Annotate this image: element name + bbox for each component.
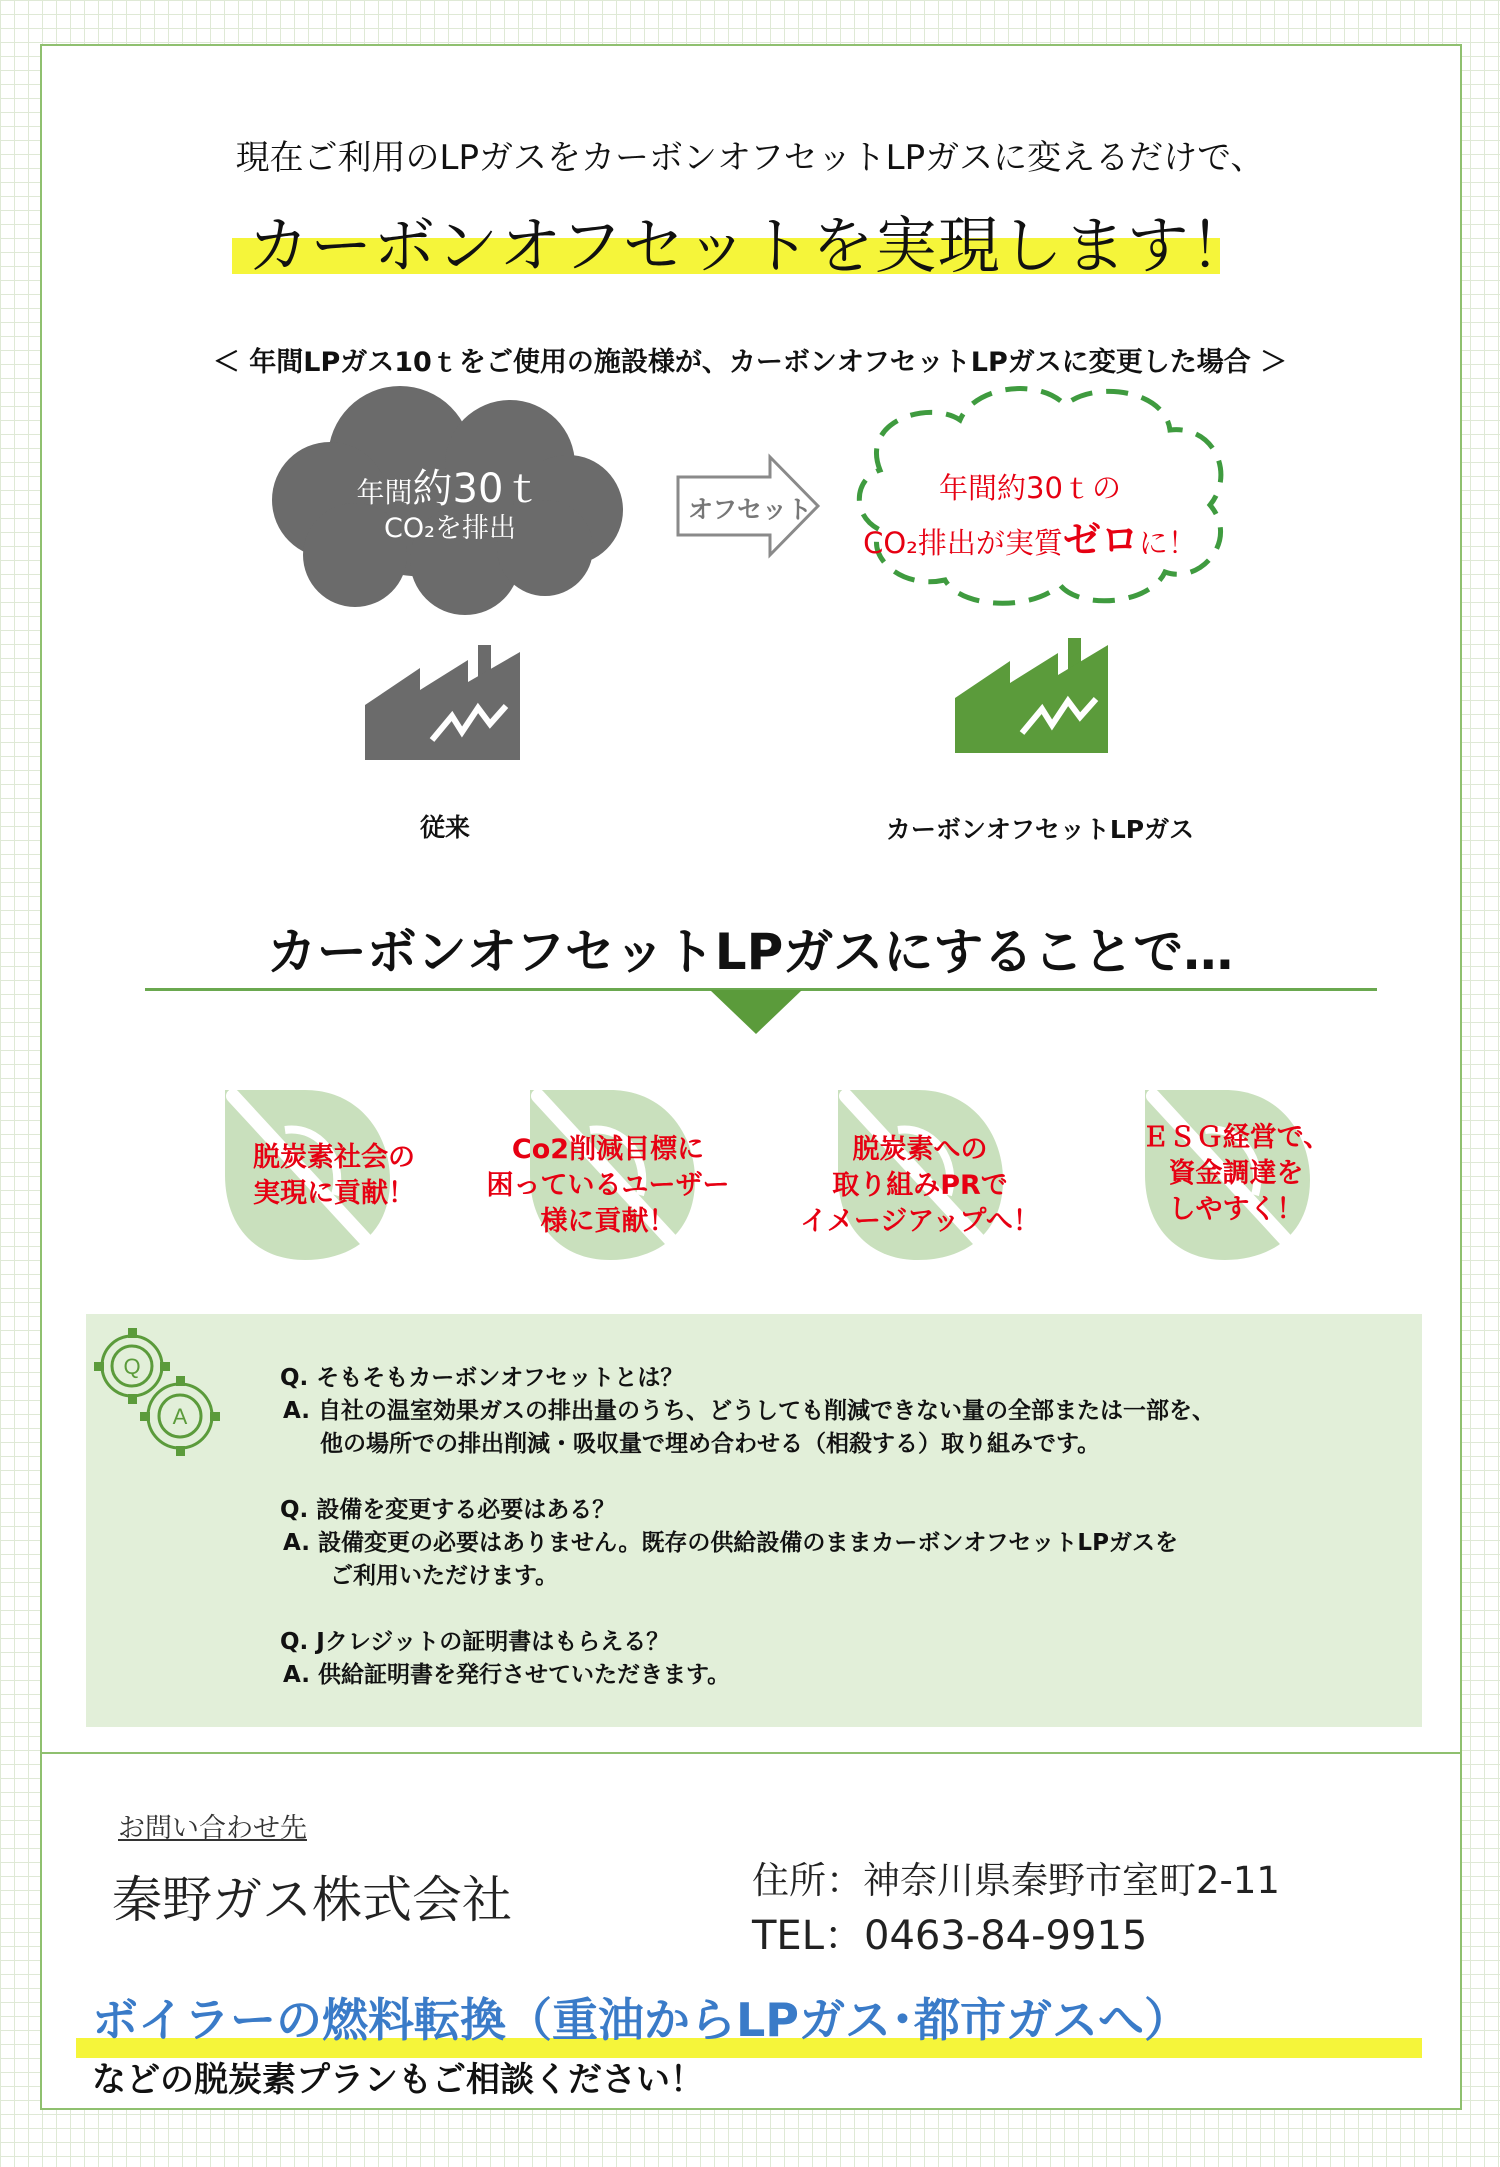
zero-cloud-line1: 年間約30ｔの — [939, 471, 1121, 505]
company-name: 秦野ガス株式会社 — [112, 1871, 512, 1929]
label-conventional: 従来 — [419, 813, 470, 842]
offset-label: オフセット — [687, 495, 812, 524]
company-tel: TEL：0463-84-9915 — [752, 1913, 1148, 1959]
qa-answer: A. 設備変更の必要はありません。既存の供給設備のままカーボンオフセットLPガスを — [283, 1530, 1178, 1556]
qa-question: Q. 設備を変更する必要はある？ — [280, 1497, 616, 1523]
boiler-subline: などの脱炭素プランもご相談ください！ — [92, 2060, 704, 2100]
headline: カーボンオフセットを実現します！ — [247, 209, 1253, 282]
qa-answer: A. 自社の温室効果ガスの排出量のうち、どうしても削減できない量の全部または一部を、 — [283, 1398, 1215, 1424]
qa-answer-cont: 他の場所での排出削減・吸収量で埋め合わせる（相殺する）取り組みです。 — [320, 1431, 1101, 1457]
benefit-item: 脱炭素社会の 実現に貢献！ — [253, 1142, 415, 1209]
benefit-item: 脱炭素への 取り組みPRで イメージアップへ！ — [800, 1134, 1040, 1237]
cloud-co2-text: CO₂を排出 — [384, 513, 516, 544]
scenario-caption: ＜ 年間LPガス10ｔをご使用の施設様が、カーボンオフセットLPガスに変更した場合 ＞ — [212, 347, 1288, 378]
label-carbon-offset: カーボンオフセットLPガス — [885, 815, 1195, 844]
cloud-amount-text: 年間約30ｔ — [356, 466, 544, 512]
zero-cloud-line2: CO₂排出が実質ゼロに！ — [863, 518, 1197, 562]
qa-answer-cont: ご利用いただけます。 — [330, 1563, 559, 1589]
qa-question: Q. Jクレジットの証明書はもらえる？ — [280, 1629, 670, 1655]
benefit-item: ＥＳＧ経営で、 資金調達を しやすく！ — [1141, 1122, 1331, 1225]
qa-question: Q. そもそもカーボンオフセットとは？ — [280, 1365, 684, 1391]
contact-label: お問い合わせ先 — [118, 1813, 307, 1844]
qa-item — [280, 1626, 730, 1692]
qa-item — [280, 1362, 1215, 1461]
benefit-item: Co2削減目標に 困っているユーザー 様に貢献！ — [486, 1134, 730, 1237]
qa-gears-icon — [88, 1322, 228, 1482]
boiler-headline: ボイラーの燃料転換（重油からLPガス･都市ガスへ） — [92, 1993, 1191, 2047]
intro-lead: 現在ご利用のLPガスをカーボンオフセットLPガスに変えるだけで、 — [235, 138, 1265, 178]
svg-text:Q: Q — [123, 1354, 141, 1379]
qa-item — [280, 1494, 1178, 1593]
qa-answer: A. 供給証明書を発行させていただきます。 — [283, 1662, 731, 1688]
svg-text:A: A — [172, 1404, 188, 1429]
company-address: 住所：神奈川県秦野市室町2-11 — [752, 1859, 1280, 1902]
comparison-illustration — [0, 0, 1500, 900]
subheading: カーボンオフセットLPガスにすることで… — [266, 923, 1234, 981]
down-triangle-icon — [710, 990, 802, 1040]
section-divider — [42, 1752, 1460, 1754]
factory-carbon-offset-icon — [955, 638, 1108, 753]
factory-conventional-icon — [365, 645, 520, 760]
